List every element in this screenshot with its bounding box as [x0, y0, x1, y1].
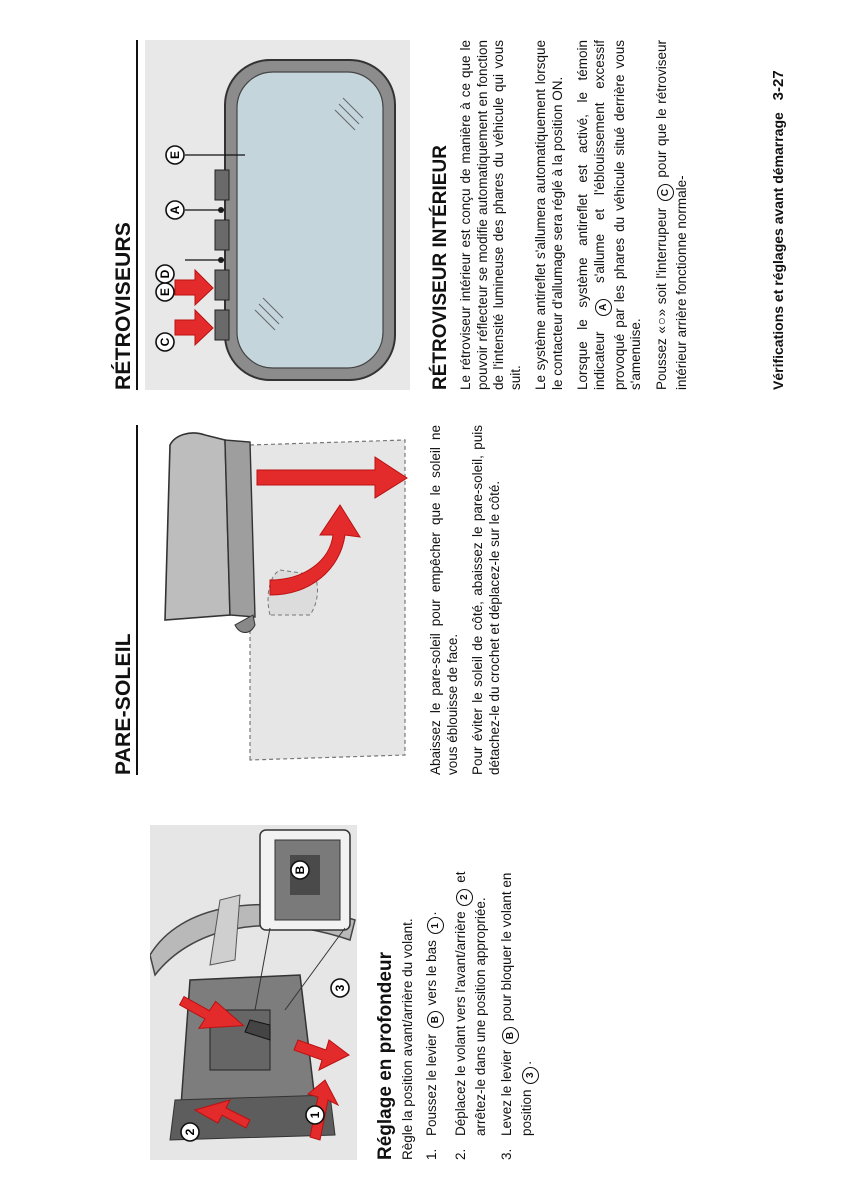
heading-rule	[136, 40, 138, 390]
callout-2-inline: 2	[456, 889, 473, 906]
sun-visor-figure	[145, 425, 417, 775]
callout-c-inline: C	[657, 184, 674, 201]
callout-a-inline: A	[595, 299, 612, 316]
callout-e	[166, 146, 184, 164]
reglage-steps	[424, 825, 548, 1160]
retro-para-2: Le système antireflet s'allumera automatiquement lorsque le contacteur d'allumage sera réglé à la position ON.	[533, 40, 565, 390]
pare-soleil-para-2: Pour éviter le soleil de côté, abaissez le pare-soleil, puis détachez-le du crochet et déplacez-le sur le côté.	[470, 425, 502, 775]
callout-3-inline: 3	[522, 1067, 539, 1084]
callout-c	[156, 333, 174, 351]
page-number: 3-27	[770, 70, 787, 101]
retro-para-3: Lorsque le système antireflet est activé, le témoin indicateur A s'allume et l'éblouissement excessif provoqué par les phares du véhicule situé derrière vous s'amenuise.	[575, 40, 643, 390]
subheading-retroviseur-interieur: RÉTROVISEUR INTÉRIEUR	[430, 145, 451, 390]
svg-text:1: 1	[308, 1111, 322, 1119]
footer-section-title: Vérifications et réglages avant démarrage	[770, 112, 786, 390]
svg-text:D: D	[158, 269, 172, 279]
retro-para-1: Le rétroviseur intérieur est conçu de manière à ce que le pouvoir réflecteur se modifie automatiquement en fonction de l'intensité lumineuse des phares du véhicule qui vous suit.	[458, 40, 523, 390]
list-item: 2. Déplacez le volant vers l'avant/arrière 2 et arrêtez-le dans une position appropriée.	[453, 871, 488, 1160]
callout-1-inline: 1	[427, 917, 444, 934]
svg-text:E: E	[168, 150, 182, 160]
callout-3	[331, 979, 349, 997]
retroviseur-text	[458, 40, 699, 390]
subheading-reglage: Réglage en profondeur	[375, 952, 396, 1160]
svg-text:B: B	[293, 865, 307, 875]
svg-text:E: E	[158, 287, 172, 297]
retro-para-4: Poussez «○» soit l'interrupeur C pour que le rétroviseur intérieur arrière fonctionne normale-	[653, 40, 689, 390]
page-footer	[770, 70, 787, 390]
callout-b	[291, 861, 309, 879]
mirror-figure	[145, 40, 410, 390]
heading-pare-soleil: PARE-SOLEIL	[112, 633, 135, 775]
pare-soleil-para-1: Abaissez le pare-soleil pour empêcher que le soleil ne vous éblouisse de face.	[428, 425, 460, 775]
reglage-intro: Règle la position avant/arrière du volant.	[400, 918, 415, 1160]
svg-text:A: A	[168, 205, 182, 215]
heading-rule	[136, 425, 138, 775]
list-item: 3. Levez le levier B pour bloquer le volant en position 3.	[499, 825, 539, 1160]
svg-text:2: 2	[183, 1128, 197, 1136]
steering-column-figure	[150, 825, 357, 1160]
pare-soleil-text	[428, 425, 512, 775]
callout-b-inline: B	[427, 1011, 444, 1028]
svg-text:C: C	[158, 337, 172, 347]
callout-2	[181, 1123, 199, 1141]
callout-a	[166, 201, 184, 219]
callout-1	[306, 1106, 324, 1124]
callout-b-inline: B	[502, 1027, 519, 1044]
heading-retroviseurs: RÉTROVISEURS	[112, 221, 135, 390]
svg-text:3: 3	[333, 984, 347, 992]
list-item: 1. Poussez le levier B vers le bas 1.	[424, 825, 444, 1160]
